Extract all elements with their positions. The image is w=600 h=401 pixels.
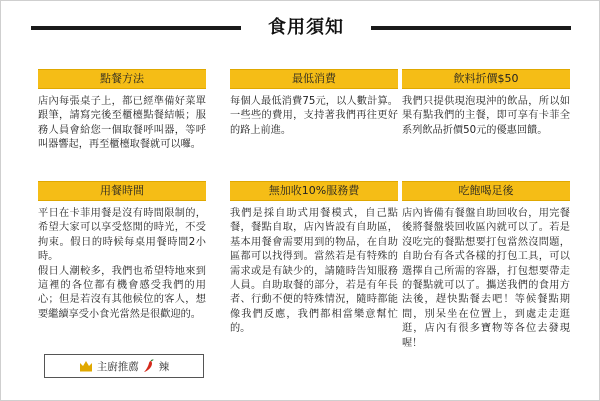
header-rule-left xyxy=(31,26,241,30)
crown-icon xyxy=(79,360,93,372)
card-after-meal xyxy=(402,181,570,351)
card-label: 吃飽喝足後 xyxy=(402,181,570,201)
card-paragraph: 店內每張桌子上，都已經準備好菜單跟筆，請寫完後至櫃檯點餐結帳；服務人員會給您一個取餐呼叫器，等呼叫器響起，再至櫃檯取餐就可以囉。 xyxy=(38,96,206,151)
card-paragraph: 假日人潮較多，我們也希望特地來到這裡的各位都有機會感受我們的用心；但是若沒有其他候位的客人，想要繼續享受小食光當然是很歡迎的。 xyxy=(38,265,206,320)
page-header xyxy=(1,11,600,41)
card-body xyxy=(38,207,206,322)
card-no-service-charge xyxy=(230,181,398,337)
card-label: 飲料折價$50 xyxy=(402,69,570,89)
card-label: 最低消費 xyxy=(230,69,398,89)
icon-legend xyxy=(44,354,204,378)
card-body xyxy=(402,207,570,351)
card-body xyxy=(38,95,206,153)
card-body xyxy=(230,95,398,138)
card-paragraph: 我們是採自助式用餐模式，自己點餐，餐點自取，店內皆設有自助區，基本用餐會需要用到的物品，在自助區都可以找得到。當然若是有特殊的需求或是有缺少的，請隨時告知服務人員。自助取餐的部分，若是有年長者、行動不便的特殊情況，隨時都能像我們反應，我們都相當樂意幫忙的。 xyxy=(230,208,398,335)
page-title: 食用須知 xyxy=(268,17,344,38)
card-paragraph: 店內皆備有餐盤自助回收台，用完餐後將餐盤裝回收區內就可以了。若是沒吃完的餐點想要打包當然沒問題，自助台有各式各樣的打包工具，可以選擇自己所需的容器，打包想要帶走的餐點就可以了。攜送我們的食用方法後，趕快點餐去吧！等候餐點期間，別呆坐在位置上，到處走走逛逛，店內有很多寶物等各位去發現喔！ xyxy=(402,208,570,349)
card-label: 無加收10%服務費 xyxy=(230,181,398,201)
card-body xyxy=(402,95,570,138)
card-body xyxy=(230,207,398,337)
card-paragraph: 每個人最低消費75元，以人數計算。一些些的費用，支持著我們再往更好的路上前進。 xyxy=(230,96,398,136)
card-paragraph: 我們只提供現泡現沖的飲品，所以如果有點我們的主餐，即可享有卡菲全系列飲品折價50元的優惠回饋。 xyxy=(402,96,570,136)
legend-recommend-label: 主廚推薦 xyxy=(96,360,139,373)
legend-spicy-label: 辣 xyxy=(158,360,170,373)
card-minimum-charge xyxy=(230,69,398,138)
card-dining-time xyxy=(38,181,206,322)
card-label: 用餐時間 xyxy=(38,181,206,201)
card-paragraph: 平日在卡菲用餐是沒有時間限制的，希望大家可以享受悠閒的時光，不受拘束。假日的時候每桌用餐時間2小時。 xyxy=(38,208,206,263)
header-rule-right xyxy=(371,26,571,30)
card-label: 點餐方法 xyxy=(38,69,206,89)
card-ordering-method xyxy=(38,69,206,153)
card-drink-discount xyxy=(402,69,570,138)
chili-icon xyxy=(143,359,155,373)
